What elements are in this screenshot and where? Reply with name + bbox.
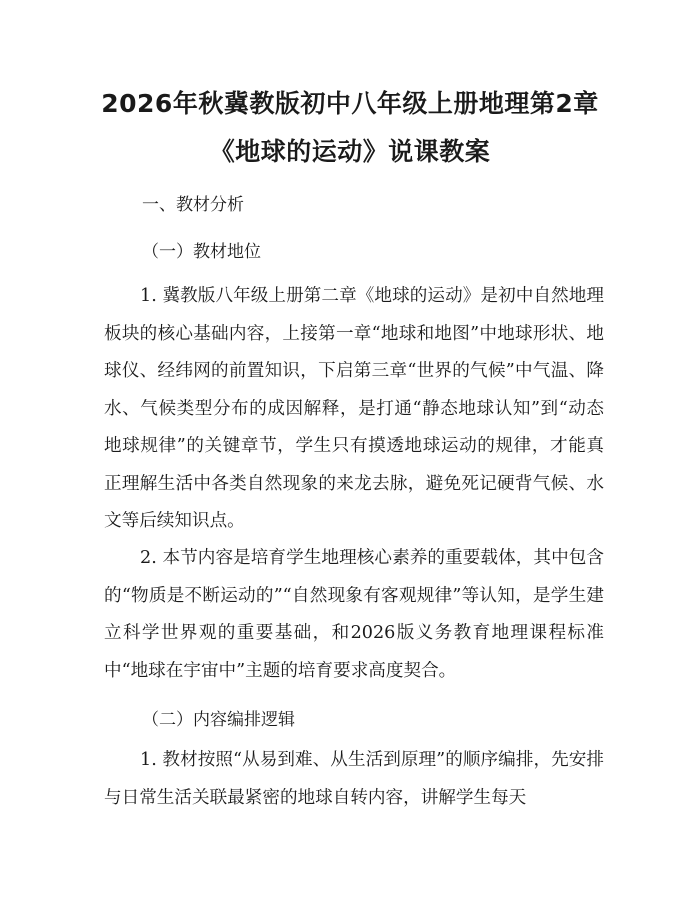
paragraph-position-1: 1. 冀教版八年级上册第二章《地球的运动》是初中自然地理板块的核心基础内容，上接第一章“地球和地图”中地球形状、地球仪、经纬网的前置知识，下启第三章“世界的气候”中气温、降水、气候类型分布的成因解释，是打通“静态地球认知”到“动态地球规律”的关键章节，学生只有摸透地球运动的规律，才能真正理解生活中各类自然现象的来龙去脉，避免死记硬背气候、水文等后续知识点。 bbox=[104, 286, 604, 531]
subsection-heading-content-arrangement: （二）内容编排逻辑 bbox=[142, 710, 295, 730]
paragraph-position-2: 2. 本节内容是培育学生地理核心素养的重要载体，其中包含的“物质是不断运动的”“自然现象有客观规律”等认知，是学生建立科学世界观的重要基础，和2026版义务教育地理课程标准中“地球在宇宙中”主题的培育要求高度契合。 bbox=[104, 548, 604, 681]
paragraph-arrangement-1: 1. 教材按照“从易到难、从生活到原理”的顺序编排，先安排与日常生活关联最紧密的地球自转内容，讲解学生每天 bbox=[104, 750, 604, 808]
subsection-heading-textbook-position: （一）教材地位 bbox=[142, 242, 261, 262]
document-title-line-2: 《地球的运动》说课教案 bbox=[209, 137, 491, 166]
section-heading-textbook-analysis: 一、教材分析 bbox=[142, 195, 244, 215]
document-title-line-1: 2026年秋冀教版初中八年级上册地理第2章 bbox=[101, 89, 599, 118]
